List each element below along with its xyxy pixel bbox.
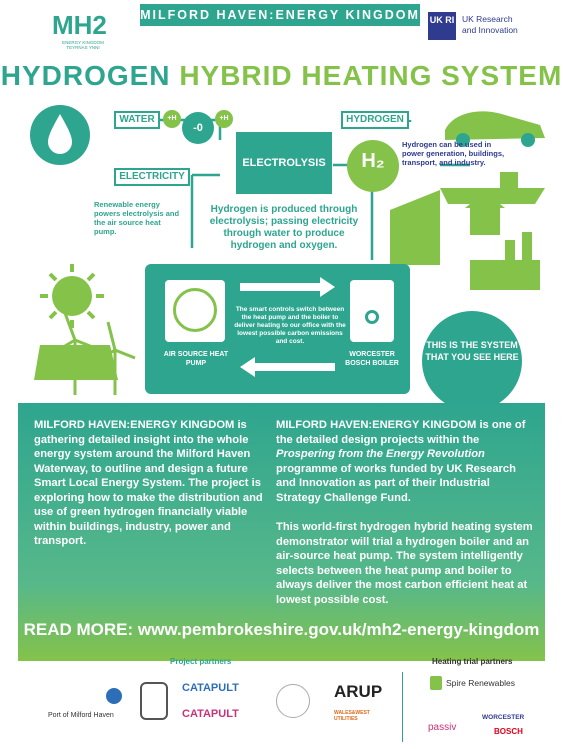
- electrolysis-box: ELECTROLYSIS: [236, 132, 332, 194]
- h2-label: H₂: [361, 150, 385, 172]
- air-source-label: AIR SOURCE HEAT PUMP: [163, 351, 229, 367]
- water-label: WATER: [114, 111, 160, 129]
- partners-divider: [402, 672, 403, 742]
- hydrogen-label: HYDROGEN: [341, 111, 409, 129]
- controls-note: The smart controls switch between the heat pump and the boiler to deliver heating to our office with the lowest possible carbon emissions and cost.: [234, 306, 346, 345]
- right-paragraph-2: This world-first hydrogen hybrid heating system demonstrator will trial a hydrogen boiler and an air-source heat pump. The system intelligently selects between the heat pump and boiler to always deliver the most carbon efficient heat at lowest possible cost.: [276, 521, 533, 606]
- boiler-dial-icon: [365, 310, 379, 324]
- right-para1-part-a: MILFORD HAVEN:ENERGY KINGDOM is one of the detailed design projects within the: [276, 419, 526, 446]
- electrolysis-note: Hydrogen is produced through electrolysis; passing electricity through water to produce hydrogen and oxygen.: [209, 204, 359, 251]
- ukri-logo: UK RI: [428, 12, 456, 40]
- partner-swirl-logo: [276, 684, 310, 718]
- ukri-name: [462, 14, 552, 36]
- arrow-left-icon: [240, 357, 335, 377]
- heat-pump-icon: [165, 280, 225, 342]
- ukri-name-line1: UK Research: [462, 14, 513, 24]
- factory-icon: [470, 232, 540, 290]
- catapult-logo-1: CATAPULT: [182, 682, 239, 694]
- renewable-note: Renewable energy powers electrolysis and the air source heat pump.: [94, 200, 180, 236]
- project-partners-title: Project partners: [170, 657, 232, 666]
- header-band-title: MILFORD HAVEN:ENERGY KINGDOM: [140, 4, 420, 26]
- o-minus-badge: -0: [182, 112, 214, 144]
- boiler-label: WORCESTER BOSCH BOILER: [345, 351, 399, 367]
- port-logo-icon: [106, 688, 122, 704]
- fan-icon: [173, 288, 217, 332]
- h-plus-badge-1: +H: [163, 110, 181, 128]
- title-part2: HYBRID HEATING SYSTEM: [179, 60, 563, 91]
- port-partner: Port of Milford Haven: [48, 712, 114, 719]
- spire-logo: Spire Renewables: [446, 678, 515, 688]
- read-more-link[interactable]: READ MORE: www.pembrokeshire.gov.uk/mh2-energy-kingdom: [23, 620, 540, 639]
- left-paragraph: MILFORD HAVEN:ENERGY KINGDOM is gathering detailed insight into the whole energy system around the Milford Haven Waterway, to outline and design a future Smart Local Energy System. The project is exploring how to make the distribution and use of green hydrogen financially viable within buildings, industry, power and transport.: [34, 419, 263, 547]
- wwu-logo: WALES&WEST UTILITIES: [334, 710, 370, 722]
- catapult-logo-2: CATAPULT: [182, 708, 239, 720]
- electricity-label: ELECTRICITY: [114, 168, 190, 186]
- mh2-logo: MH2: [52, 10, 107, 40]
- system-callout: THIS IS THE SYSTEM THAT YOU SEE HERE: [422, 311, 522, 411]
- title-part1: HYDROGEN: [0, 60, 171, 91]
- boiler-icon: [350, 280, 394, 342]
- arup-logo: ARUP: [334, 682, 383, 701]
- bosch-logo: BOSCH: [494, 727, 523, 736]
- page-title: [0, 60, 563, 92]
- crest-logo-icon: [140, 682, 168, 720]
- sun-icon: [40, 264, 104, 328]
- mh2-logo-subtitle: ENERGY KINGDOM TEYRNAS YNNI: [62, 40, 104, 50]
- hydrogen-use-note: Hydrogen can be used in power generation, buildings, transport, and industry.: [402, 140, 505, 167]
- arrow-right-icon: [240, 277, 335, 297]
- right-paragraph-1: [276, 418, 534, 505]
- ukri-name-line2: and Innovation: [462, 25, 518, 35]
- heating-partners-title: Heating trial partners: [432, 657, 513, 666]
- spire-logo-icon: [430, 676, 442, 690]
- worcester-logo: WORCESTER: [482, 714, 525, 721]
- right-para1-part-b: programme of works funded by UK Research and Innovation as part of their Industrial Strategy Challenge Fund.: [276, 462, 516, 504]
- passiv-logo: passiv: [428, 722, 457, 733]
- programme-name: Prospering from the Energy Revolution: [276, 448, 485, 460]
- h-plus-badge-2: +H: [215, 110, 233, 128]
